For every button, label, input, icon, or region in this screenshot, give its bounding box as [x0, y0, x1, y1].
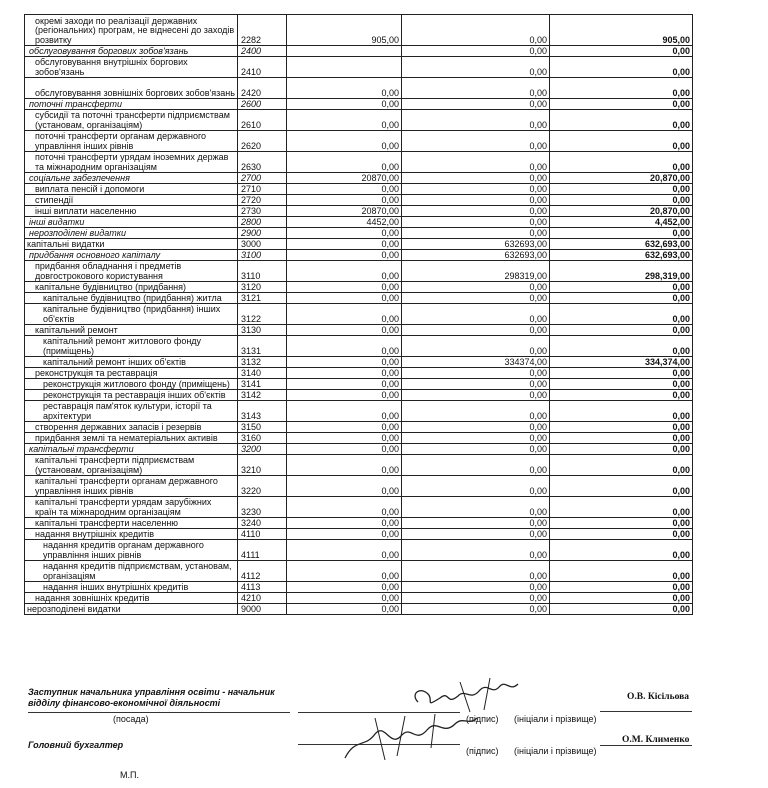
row-code: 3210 [238, 455, 287, 476]
row-value-1: 0,00 [287, 78, 402, 99]
row-name: капітальний ремонт [25, 325, 238, 336]
signature-caption-1: (підпис) [466, 714, 499, 724]
row-name: нерозподілені видатки [25, 604, 238, 615]
row-value-3: 0,00 [550, 131, 693, 152]
row-value-1: 0,00 [287, 390, 402, 401]
row-code: 2610 [238, 110, 287, 131]
row-name: придбання основного капіталу [25, 250, 238, 261]
row-value-1: 0,00 [287, 261, 402, 282]
row-value-2: 0,00 [402, 379, 550, 390]
row-value-1: 0,00 [287, 604, 402, 615]
row-value-3: 0,00 [550, 78, 693, 99]
row-value-2: 0,00 [402, 561, 550, 582]
row-value-1: 0,00 [287, 444, 402, 455]
row-value-3: 0,00 [550, 401, 693, 422]
row-code: 2710 [238, 184, 287, 195]
row-value-3: 0,00 [550, 604, 693, 615]
row-value-1 [287, 46, 402, 57]
row-value-1: 0,00 [287, 518, 402, 529]
row-value-1: 0,00 [287, 529, 402, 540]
table-row [25, 325, 693, 336]
row-name: стипендії [25, 195, 238, 206]
table-row [25, 455, 693, 476]
row-value-3: 0,00 [550, 368, 693, 379]
table-row [25, 131, 693, 152]
row-value-2: 0,00 [402, 518, 550, 529]
table-row [25, 433, 693, 444]
row-value-2: 0,00 [402, 99, 550, 110]
row-value-2: 0,00 [402, 336, 550, 357]
row-code: 3240 [238, 518, 287, 529]
row-code: 3230 [238, 497, 287, 518]
table-row [25, 476, 693, 497]
row-value-3: 0,00 [550, 325, 693, 336]
row-name: поточні трансферти [25, 99, 238, 110]
row-value-3: 0,00 [550, 540, 693, 561]
row-value-1: 0,00 [287, 540, 402, 561]
row-value-1: 4452,00 [287, 217, 402, 228]
row-name: інші видатки [25, 217, 238, 228]
row-value-1: 0,00 [287, 455, 402, 476]
table-row [25, 518, 693, 529]
row-value-1: 0,00 [287, 184, 402, 195]
row-value-2: 334374,00 [402, 357, 550, 368]
row-value-3: 0,00 [550, 282, 693, 293]
row-name: капітальні трансферти населенню [25, 518, 238, 529]
row-code: 3110 [238, 261, 287, 282]
row-value-2: 0,00 [402, 15, 550, 46]
table-row [25, 390, 693, 401]
row-value-3: 0,00 [550, 390, 693, 401]
row-code: 4113 [238, 582, 287, 593]
row-value-2: 0,00 [402, 604, 550, 615]
row-value-2: 0,00 [402, 582, 550, 593]
row-name: субсидії та поточні трансферти підприємствам (установам, організаціям) [25, 110, 238, 131]
row-code: 2400 [238, 46, 287, 57]
table-row [25, 582, 693, 593]
row-value-1: 0,00 [287, 325, 402, 336]
row-value-3: 0,00 [550, 518, 693, 529]
row-code: 9000 [238, 604, 287, 615]
row-name: капітальне будівництво (придбання) [25, 282, 238, 293]
row-value-3: 0,00 [550, 184, 693, 195]
table-row [25, 239, 693, 250]
row-code: 4110 [238, 529, 287, 540]
row-value-2: 0,00 [402, 540, 550, 561]
row-value-2: 0,00 [402, 444, 550, 455]
table-row [25, 195, 693, 206]
row-value-1: 0,00 [287, 131, 402, 152]
row-value-3: 4,452,00 [550, 217, 693, 228]
row-name: створення державних запасів і резервів [25, 422, 238, 433]
row-value-2: 0,00 [402, 325, 550, 336]
name-line-2 [600, 745, 692, 746]
row-value-3: 632,693,00 [550, 250, 693, 261]
row-value-2: 0,00 [402, 152, 550, 173]
row-name: реставрація пам'яток культури, історії та архітектури [25, 401, 238, 422]
row-name: поточні трансферти урядам іноземних держав та міжнародним організаціям [25, 152, 238, 173]
stamp-place: М.П. [120, 770, 139, 780]
row-value-1: 0,00 [287, 293, 402, 304]
initials-caption-2: (ініціали і прізвище) [514, 746, 597, 756]
row-value-3: 0,00 [550, 228, 693, 239]
director-name: О.В. Кісільова [627, 692, 689, 702]
row-value-3: 20,870,00 [550, 173, 693, 184]
row-name: обслуговування внутрішніх боргових зобов'язань [25, 57, 238, 78]
row-value-1: 0,00 [287, 561, 402, 582]
row-code: 4210 [238, 593, 287, 604]
row-value-2: 0,00 [402, 78, 550, 99]
row-value-3: 0,00 [550, 379, 693, 390]
table-row [25, 357, 693, 368]
table-row [25, 304, 693, 325]
row-name: інші виплати населенню [25, 206, 238, 217]
row-value-2: 0,00 [402, 368, 550, 379]
row-value-2: 0,00 [402, 184, 550, 195]
row-value-1: 0,00 [287, 152, 402, 173]
row-value-1: 0,00 [287, 357, 402, 368]
row-value-2: 298319,00 [402, 261, 550, 282]
row-code: 3120 [238, 282, 287, 293]
row-name: капітальні трансферти урядам зарубіжних країн та міжнародним організаціям [25, 497, 238, 518]
row-value-1: 0,00 [287, 379, 402, 390]
row-value-1: 0,00 [287, 401, 402, 422]
row-value-1: 0,00 [287, 239, 402, 250]
row-name: реконструкція та реставрація інших об'єктів [25, 390, 238, 401]
row-code: 2900 [238, 228, 287, 239]
row-value-1: 0,00 [287, 476, 402, 497]
row-name: придбання землі та нематеріальних активів [25, 433, 238, 444]
row-value-1: 0,00 [287, 497, 402, 518]
row-value-1: 0,00 [287, 582, 402, 593]
row-code: 3100 [238, 250, 287, 261]
row-value-1: 0,00 [287, 422, 402, 433]
row-value-2: 0,00 [402, 282, 550, 293]
row-value-2: 0,00 [402, 46, 550, 57]
table-row [25, 593, 693, 604]
row-value-1: 20870,00 [287, 206, 402, 217]
table-row [25, 336, 693, 357]
row-code: 3121 [238, 293, 287, 304]
row-value-2: 0,00 [402, 529, 550, 540]
row-value-2: 632693,00 [402, 250, 550, 261]
table-row [25, 561, 693, 582]
table-row [25, 184, 693, 195]
row-value-2: 0,00 [402, 497, 550, 518]
table-row [25, 15, 693, 46]
row-value-3: 0,00 [550, 195, 693, 206]
table-row [25, 497, 693, 518]
table-row [25, 379, 693, 390]
row-value-3: 0,00 [550, 433, 693, 444]
table-row [25, 422, 693, 433]
row-name: соціальне забезпечення [25, 173, 238, 184]
row-code: 3130 [238, 325, 287, 336]
row-code: 2630 [238, 152, 287, 173]
row-code: 2700 [238, 173, 287, 184]
row-name: виплата пенсій і допомоги [25, 184, 238, 195]
row-name: капітальні трансферти органам державного управління інших рівнів [25, 476, 238, 497]
row-code: 3000 [238, 239, 287, 250]
row-code: 2420 [238, 78, 287, 99]
row-value-1: 905,00 [287, 15, 402, 46]
row-name: капітальне будівництво (придбання) інших об'єктів [25, 304, 238, 325]
name-line-1 [600, 711, 692, 712]
row-name: капітальний ремонт житлового фонду (приміщень) [25, 336, 238, 357]
row-value-2: 0,00 [402, 433, 550, 444]
row-value-2: 0,00 [402, 228, 550, 239]
row-value-3: 0,00 [550, 593, 693, 604]
row-code: 3143 [238, 401, 287, 422]
row-value-1: 0,00 [287, 304, 402, 325]
row-name: реконструкція житлового фонду (приміщень) [25, 379, 238, 390]
row-value-3: 0,00 [550, 582, 693, 593]
row-name: поточні трансферти органам державного управління інших рівнів [25, 131, 238, 152]
row-code: 4111 [238, 540, 287, 561]
row-name: капітальне будівництво (придбання) житла [25, 293, 238, 304]
row-value-2: 0,00 [402, 593, 550, 604]
table-row [25, 228, 693, 239]
signature-caption-2: (підпис) [466, 746, 499, 756]
row-value-2: 0,00 [402, 173, 550, 184]
row-code: 2282 [238, 15, 287, 46]
row-name: капітальні видатки [25, 239, 238, 250]
row-code: 2410 [238, 57, 287, 78]
row-value-3: 20,870,00 [550, 206, 693, 217]
table-row [25, 261, 693, 282]
row-value-1: 0,00 [287, 99, 402, 110]
row-value-1: 0,00 [287, 593, 402, 604]
row-value-1: 0,00 [287, 110, 402, 131]
row-value-2: 0,00 [402, 131, 550, 152]
table-row [25, 99, 693, 110]
row-name: нерозподілені видатки [25, 228, 238, 239]
row-value-1: 0,00 [287, 250, 402, 261]
row-value-2: 0,00 [402, 401, 550, 422]
table-row [25, 604, 693, 615]
row-name: надання кредитів органам державного управління інших рівнів [25, 540, 238, 561]
row-code: 2730 [238, 206, 287, 217]
row-value-3: 0,00 [550, 336, 693, 357]
row-value-2: 0,00 [402, 293, 550, 304]
table-row [25, 444, 693, 455]
row-value-1 [287, 57, 402, 78]
table-row [25, 282, 693, 293]
row-name: окремі заходи по реалізації державних (регіональних) програм, не віднесені до заходів розвитку [25, 15, 238, 46]
table-row [25, 217, 693, 228]
row-name: обслуговування боргових зобов'язань [25, 46, 238, 57]
row-value-3: 298,319,00 [550, 261, 693, 282]
row-name: реконструкція та реставрація [25, 368, 238, 379]
row-value-2: 0,00 [402, 110, 550, 131]
row-value-2: 0,00 [402, 422, 550, 433]
table-row [25, 368, 693, 379]
row-value-2: 0,00 [402, 57, 550, 78]
table-row [25, 250, 693, 261]
row-value-2: 0,00 [402, 217, 550, 228]
row-value-3: 0,00 [550, 497, 693, 518]
row-value-1: 0,00 [287, 195, 402, 206]
row-name: надання зовнішніх кредитів [25, 593, 238, 604]
row-value-1: 0,00 [287, 282, 402, 293]
row-name: капітальний ремонт інших об'єктів [25, 357, 238, 368]
row-value-3: 0,00 [550, 529, 693, 540]
table-row [25, 57, 693, 78]
row-value-3: 0,00 [550, 110, 693, 131]
row-code: 4112 [238, 561, 287, 582]
row-value-2: 0,00 [402, 206, 550, 217]
signature-image-2 [335, 708, 485, 768]
row-value-2: 0,00 [402, 476, 550, 497]
row-code: 3140 [238, 368, 287, 379]
row-name: капітальні трансферти підприємствам (установам, організаціям) [25, 455, 238, 476]
row-value-1: 0,00 [287, 368, 402, 379]
row-value-3: 0,00 [550, 99, 693, 110]
row-value-3: 0,00 [550, 476, 693, 497]
table-row [25, 206, 693, 217]
row-value-3: 905,00 [550, 15, 693, 46]
row-value-3: 0,00 [550, 304, 693, 325]
row-name: надання інших внутрішніх кредитів [25, 582, 238, 593]
row-code: 3142 [238, 390, 287, 401]
row-value-1: 0,00 [287, 336, 402, 357]
row-value-1: 0,00 [287, 228, 402, 239]
row-code: 2620 [238, 131, 287, 152]
row-code: 3220 [238, 476, 287, 497]
table-row [25, 529, 693, 540]
row-value-2: 0,00 [402, 390, 550, 401]
position-line [28, 712, 290, 713]
row-value-2: 0,00 [402, 304, 550, 325]
initials-caption-1: (ініціали і прізвище) [514, 714, 597, 724]
row-code: 3160 [238, 433, 287, 444]
row-code: 3141 [238, 379, 287, 390]
row-code: 2720 [238, 195, 287, 206]
table-row [25, 173, 693, 184]
row-name: надання внутрішніх кредитів [25, 529, 238, 540]
row-code: 3132 [238, 357, 287, 368]
row-value-3: 0,00 [550, 293, 693, 304]
row-code: 3122 [238, 304, 287, 325]
row-name: надання кредитів підприємствам, установам, організаціям [25, 561, 238, 582]
table-row [25, 540, 693, 561]
row-code: 3200 [238, 444, 287, 455]
row-value-1: 0,00 [287, 433, 402, 444]
table-row [25, 110, 693, 131]
row-value-3: 0,00 [550, 422, 693, 433]
row-value-3: 0,00 [550, 455, 693, 476]
row-value-3: 0,00 [550, 444, 693, 455]
position-title: Заступник начальника управління освіти - начальник відділу фінансово-економічної діяльності [28, 687, 275, 708]
table-row [25, 46, 693, 57]
table-row [25, 401, 693, 422]
row-value-2: 632693,00 [402, 239, 550, 250]
row-code: 2800 [238, 217, 287, 228]
row-value-3: 334,374,00 [550, 357, 693, 368]
row-code: 2600 [238, 99, 287, 110]
row-value-1: 20870,00 [287, 173, 402, 184]
table-row [25, 293, 693, 304]
row-name: капітальні трансферти [25, 444, 238, 455]
row-value-3: 632,693,00 [550, 239, 693, 250]
row-value-2: 0,00 [402, 455, 550, 476]
row-value-2: 0,00 [402, 195, 550, 206]
chief-accountant-name: О.М. Клименко [622, 735, 690, 745]
row-value-3: 0,00 [550, 57, 693, 78]
row-value-3: 0,00 [550, 561, 693, 582]
row-value-3: 0,00 [550, 152, 693, 173]
row-code: 3150 [238, 422, 287, 433]
table-row [25, 152, 693, 173]
chief-accountant-title: Головний бухгалтер [28, 740, 124, 750]
position-caption: (посада) [113, 714, 149, 724]
row-code: 3131 [238, 336, 287, 357]
expenditure-table [24, 14, 693, 615]
row-value-3: 0,00 [550, 46, 693, 57]
table-row [25, 78, 693, 99]
row-name: обслуговування зовнішніх боргових зобов'язань [25, 78, 238, 99]
row-name: придбання обладнання і предметів довгострокового користування [25, 261, 238, 282]
expenditure-table-body [25, 15, 693, 615]
